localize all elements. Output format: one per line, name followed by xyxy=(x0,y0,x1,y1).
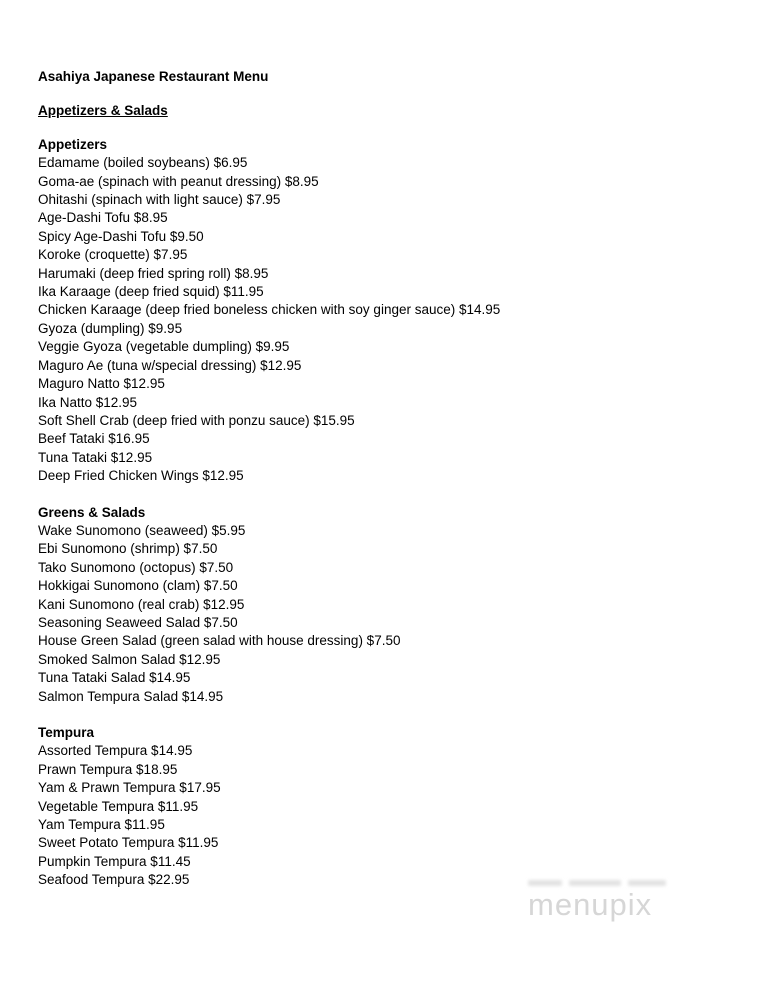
menu-item: House Green Salad (green salad with house dressing) $7.50 xyxy=(38,633,401,649)
menu-item: Tuna Tataki Salad $14.95 xyxy=(38,670,191,686)
category-heading: Appetizers & Salads xyxy=(38,103,168,119)
menu-section xyxy=(38,504,738,706)
menu-item: Goma-ae (spinach with peanut dressing) $8.95 xyxy=(38,173,319,189)
menu-item: Ika Natto $12.95 xyxy=(38,394,138,410)
menu-item: Ebi Sunomono (shrimp) $7.50 xyxy=(38,541,218,557)
menu-item: Seafood Tempura $22.95 xyxy=(38,872,190,888)
menu-item: Veggie Gyoza (vegetable dumpling) $9.95 xyxy=(38,339,290,355)
menu-item: Beef Tataki $16.95 xyxy=(38,431,150,447)
menu-item: Harumaki (deep fried spring roll) $8.95 xyxy=(38,265,269,281)
menu-item: Maguro Ae (tuna w/special dressing) $12.95 xyxy=(38,357,302,373)
menu-item: Seasoning Seaweed Salad $7.50 xyxy=(38,614,238,630)
menupix-watermark-logo: menupix xyxy=(528,887,653,922)
menu-item: Gyoza (dumpling) $9.95 xyxy=(38,320,183,336)
menu-item: Hokkigai Sunomono (clam) $7.50 xyxy=(38,578,238,594)
menu-item: Spicy Age-Dashi Tofu $9.50 xyxy=(38,228,204,244)
section-heading: Greens & Salads xyxy=(38,504,146,520)
menu-section xyxy=(38,724,738,890)
menu-item: Yam & Prawn Tempura $17.95 xyxy=(38,780,221,796)
menu-item: Ika Karaage (deep fried squid) $11.95 xyxy=(38,284,264,300)
menu-item: Tako Sunomono (octopus) $7.50 xyxy=(38,559,234,575)
menu-item: Tuna Tataki $12.95 xyxy=(38,449,153,465)
menu-item: Chicken Karaage (deep fried boneless chicken with soy ginger sauce) $14.95 xyxy=(38,302,501,318)
watermark xyxy=(528,878,738,921)
menu-item: Age-Dashi Tofu $8.95 xyxy=(38,210,168,226)
menu-item: Sweet Potato Tempura $11.95 xyxy=(38,835,219,851)
menu-item: Wake Sunomono (seaweed) $5.95 xyxy=(38,522,246,538)
section-heading: Tempura xyxy=(38,725,95,740)
menu-item: Pumpkin Tempura $11.45 xyxy=(38,853,191,869)
menu-item: Salmon Tempura Salad $14.95 xyxy=(38,688,224,704)
menu-item: Yam Tempura $11.95 xyxy=(38,817,165,833)
menu-item: Edamame (boiled soybeans) $6.95 xyxy=(38,155,248,171)
menu-sections xyxy=(38,136,738,890)
menu-section xyxy=(38,136,738,486)
menu-item: Koroke (croquette) $7.95 xyxy=(38,247,188,263)
page-title: Asahiya Japanese Restaurant Menu xyxy=(38,69,269,84)
watermark-blur-text xyxy=(528,878,738,887)
menu-item: Ohitashi (spinach with light sauce) $7.95 xyxy=(38,192,281,208)
menu-item: Kani Sunomono (real crab) $12.95 xyxy=(38,596,245,612)
menu-item: Vegetable Tempura $11.95 xyxy=(38,798,199,814)
menu-item: Assorted Tempura $14.95 xyxy=(38,743,193,759)
section-heading: Appetizers xyxy=(38,136,108,152)
menu-item: Deep Fried Chicken Wings $12.95 xyxy=(38,468,244,484)
menu-item: Soft Shell Crab (deep fried with ponzu sauce) $15.95 xyxy=(38,412,355,428)
menu-item: Smoked Salmon Salad $12.95 xyxy=(38,651,221,667)
menu-item: Maguro Natto $12.95 xyxy=(38,376,165,392)
menu-item: Prawn Tempura $18.95 xyxy=(38,761,178,777)
menu-content xyxy=(38,68,738,908)
